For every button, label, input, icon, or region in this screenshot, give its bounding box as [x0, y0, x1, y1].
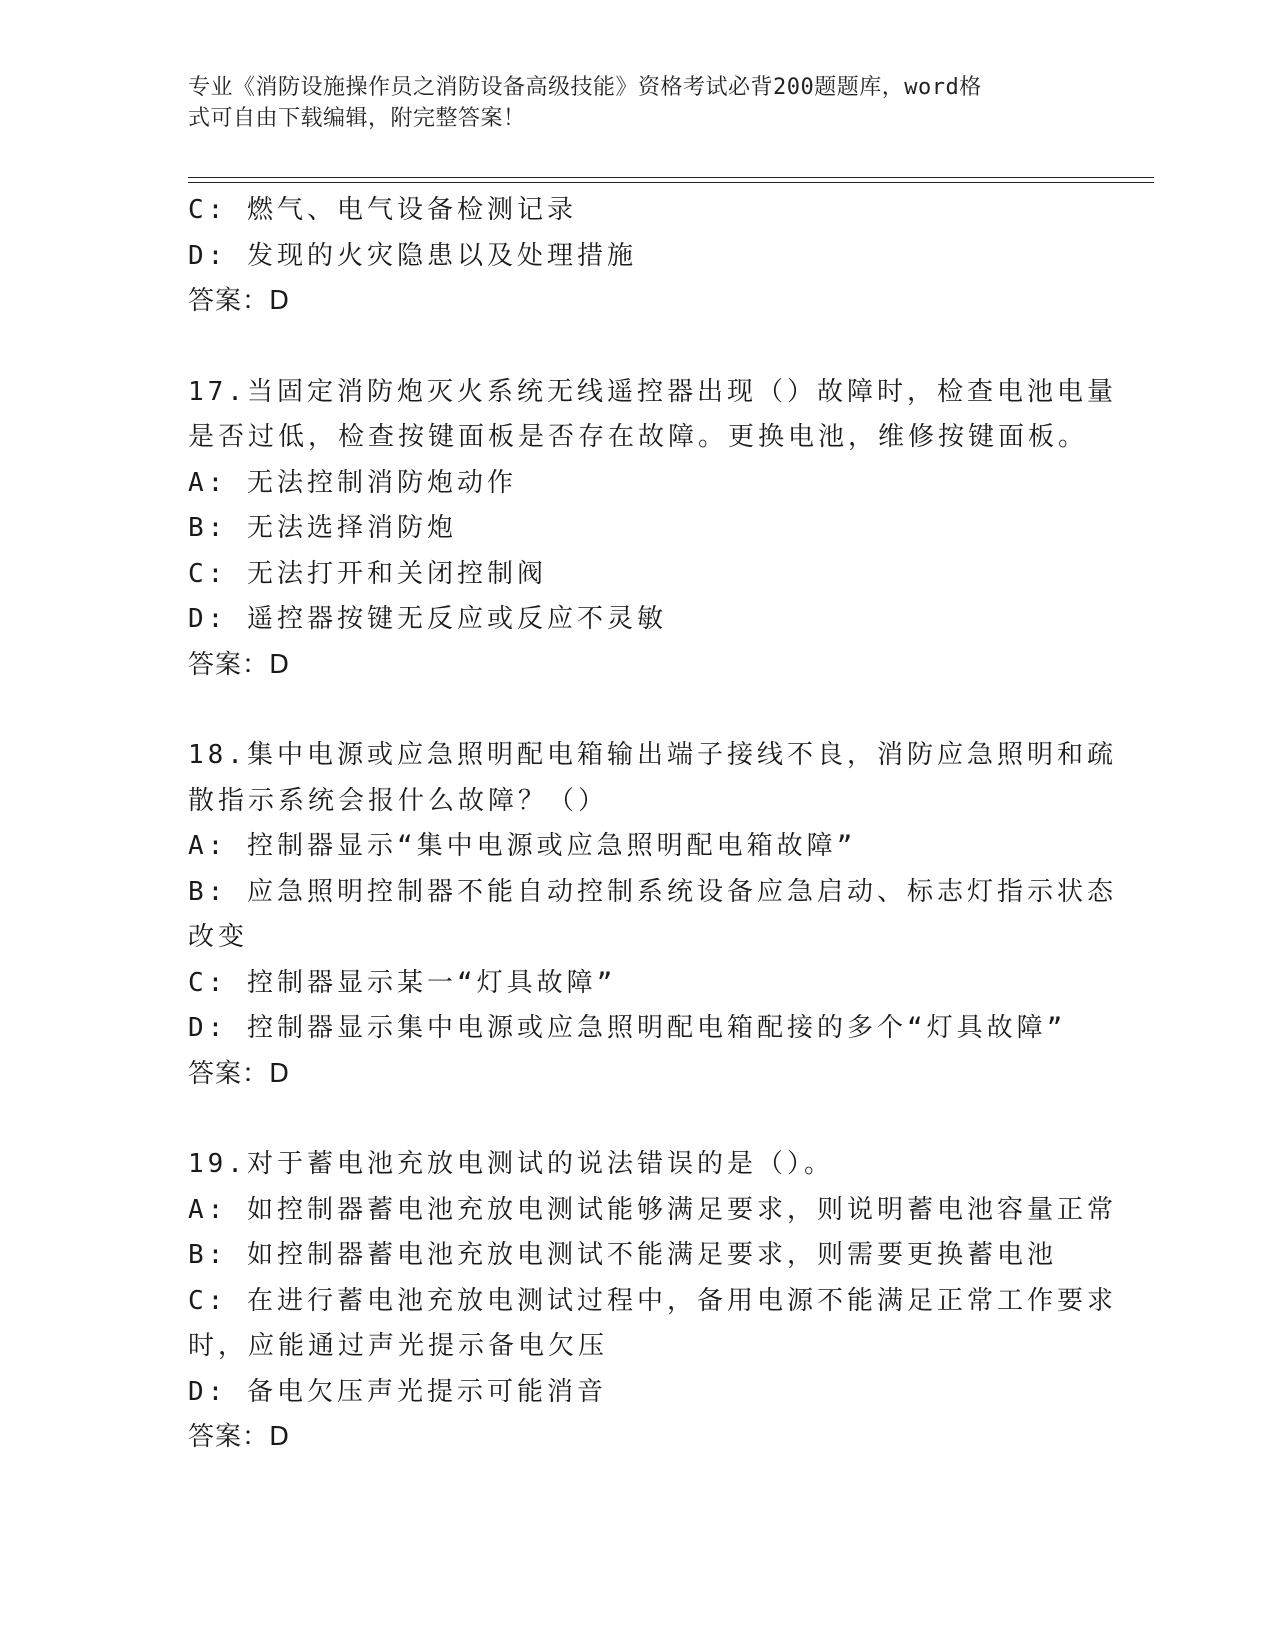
option-a: A: 控制器显示“集中电源或应急照明配电箱故障” [188, 831, 857, 861]
document-header [188, 72, 1068, 134]
header-divider-top [188, 177, 1154, 178]
option-b-continued: 改变 [188, 922, 249, 952]
option-c: C: 控制器显示某一“灯具故障” [188, 967, 617, 998]
answer: 答案：D [188, 1422, 291, 1452]
header-divider-bottom [188, 182, 1154, 183]
header-line-1: 专业《消防设施操作员之消防设备高级技能》资格考试必背200题题库，word格 [188, 75, 982, 100]
answer: 答案：D [188, 649, 291, 680]
previous-question-tail [188, 188, 1088, 325]
header-line-2: 式可自由下载编辑，附完整答案！ [188, 106, 526, 131]
option-a: A: 如控制器蓄电池充放电测试能够满足要求，则说明蓄电池容量正常 [188, 1194, 1117, 1225]
question-text: 17.当固定消防炮灭火系统无线遥控器出现（）故障时，检查电池电量 [188, 376, 1117, 407]
question-text: 19.对于蓄电池充放电测试的说法错误的是（）。 [188, 1149, 834, 1179]
option-d: D: 备电欠压声光提示可能消音 [188, 1376, 607, 1407]
option-c: C: 无法打开和关闭控制阀 [188, 558, 547, 589]
question-text: 是否过低，检查按键面板是否存在故障。更换电池，维修按键面板。 [188, 422, 1089, 452]
question-text: 18.集中电源或应急照明配电箱输出端子接线不良，消防应急照明和疏 [188, 740, 1117, 770]
option-d: D: 发现的火灾隐患以及处理措施 [188, 240, 637, 271]
question-17 [188, 370, 1117, 689]
option-c-continued: 时，应能通过声光提示备电欠压 [188, 1331, 609, 1361]
question-18 [188, 733, 1117, 1097]
option-c: C: 在进行蓄电池充放电测试过程中，备用电源不能满足正常工作要求 [188, 1285, 1117, 1316]
option-b: B: 如控制器蓄电池充放电测试不能满足要求，则需要更换蓄电池 [188, 1240, 1057, 1270]
option-c: C: 燃气、电气设备检测记录 [188, 195, 577, 225]
option-b: B: 应急照明控制器不能自动控制系统设备应急启动、标志灯指示状态 [188, 876, 1117, 907]
option-b: B: 无法选择消防炮 [188, 513, 457, 543]
option-d: D: 控制器显示集中电源或应急照明配电箱配接的多个“灯具故障” [188, 1013, 1067, 1043]
option-a: A: 无法控制消防炮动作 [188, 467, 517, 498]
question-content [188, 188, 1117, 1461]
answer: 答案：D [188, 1058, 291, 1089]
question-19 [188, 1142, 1117, 1461]
option-d: D: 遥控器按键无反应或反应不灵敏 [188, 604, 667, 634]
answer: 答案：D [188, 286, 291, 316]
question-text: 散指示系统会报什么故障？（） [188, 785, 609, 816]
